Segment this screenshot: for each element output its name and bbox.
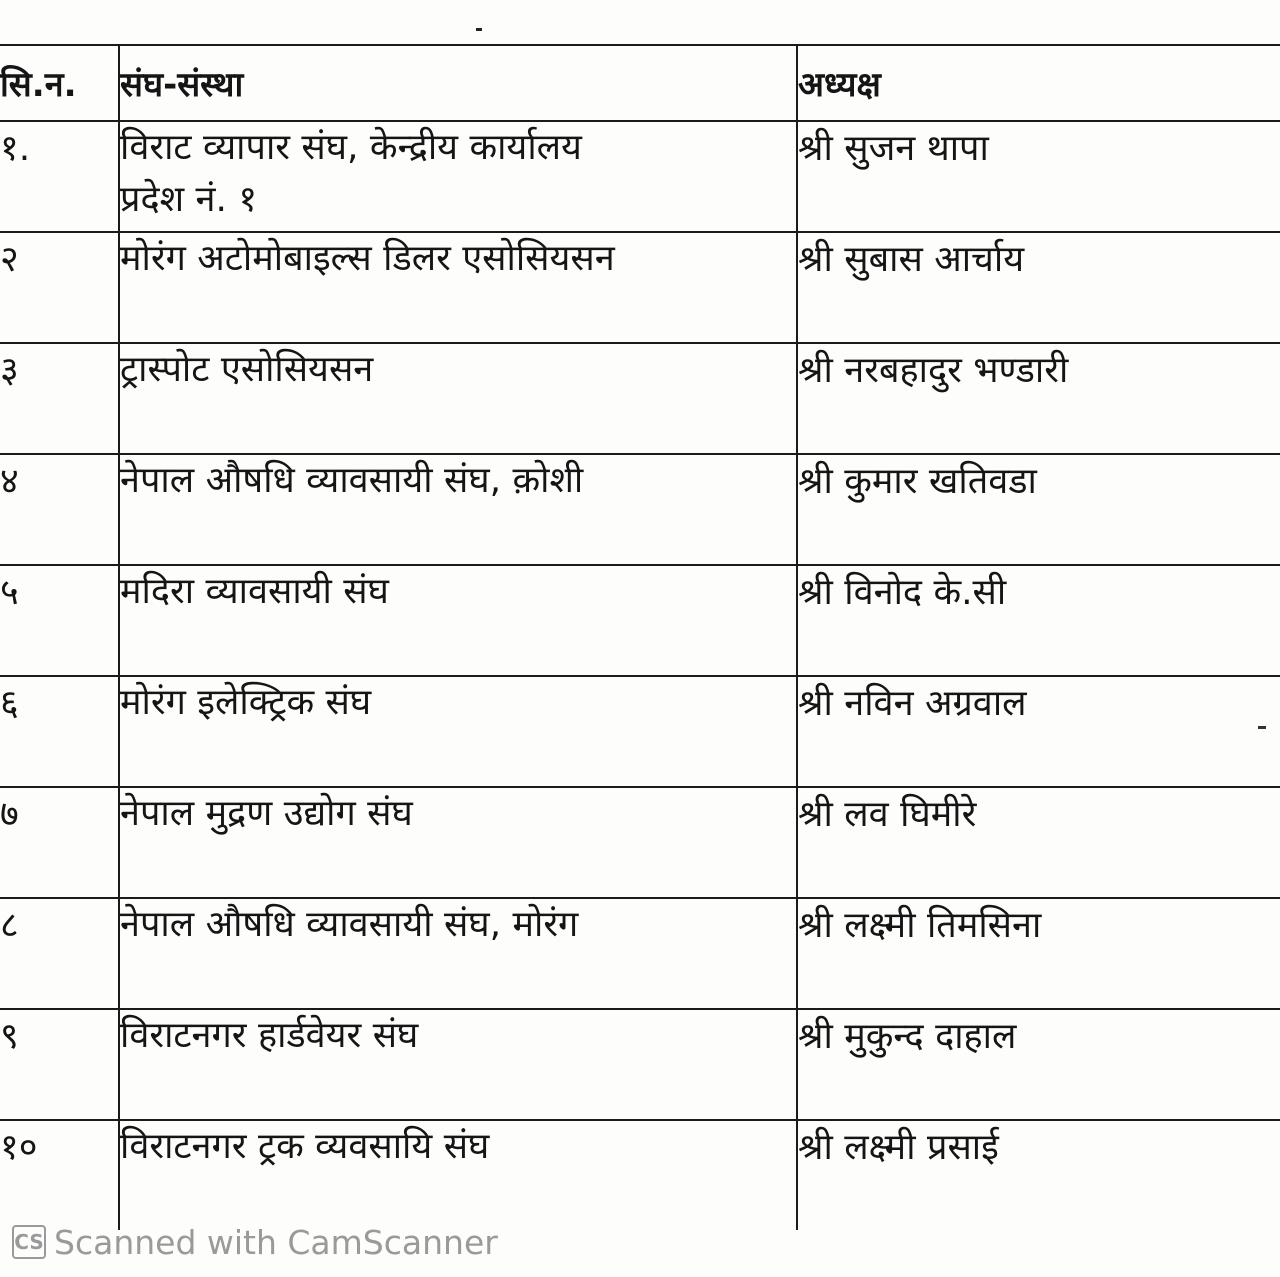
chairperson-cell: श्री विनोद के.सी bbox=[797, 565, 1280, 676]
table-row bbox=[0, 1009, 1280, 1120]
serial-number-cell: २ bbox=[0, 232, 119, 343]
table-body bbox=[0, 121, 1280, 1230]
organization-cell bbox=[119, 1120, 797, 1230]
table-row bbox=[0, 121, 1280, 232]
organization-name-line: नेपाल औषधि व्यावसायी संघ, मोरंग bbox=[120, 904, 579, 945]
organization-name-line: ट्रास्पोट एसोसियसन bbox=[120, 349, 374, 390]
organization-cell bbox=[119, 676, 797, 787]
organization-name-line: मदिरा व्यावसायी संघ bbox=[120, 571, 389, 612]
organization-name-line: विराट व्यापार संघ, केन्द्रीय कार्यालय bbox=[120, 127, 582, 168]
table-header-row bbox=[0, 45, 1280, 121]
serial-number-cell: ७ bbox=[0, 787, 119, 898]
table-row bbox=[0, 454, 1280, 565]
serial-number-cell: ५ bbox=[0, 565, 119, 676]
watermark-text: Scanned with CamScanner bbox=[54, 1222, 498, 1262]
table-row bbox=[0, 676, 1280, 787]
organization-cell bbox=[119, 343, 797, 454]
organization-name-line: नेपाल मुद्रण उद्योग संघ bbox=[120, 793, 413, 834]
camscanner-logo-icon: CS bbox=[12, 1225, 46, 1259]
camscanner-watermark bbox=[12, 1222, 498, 1262]
table-row bbox=[0, 343, 1280, 454]
serial-number-cell: ३ bbox=[0, 343, 119, 454]
organization-cell bbox=[119, 121, 797, 232]
chairperson-cell: श्री नरबहादुर भण्डारी bbox=[797, 343, 1280, 454]
chairperson-cell: श्री मुकुन्द दाहाल bbox=[797, 1009, 1280, 1120]
organization-cell bbox=[119, 787, 797, 898]
organization-name-line: विराटनगर ट्रक व्यवसायि संघ bbox=[120, 1126, 490, 1167]
header-serial-number: सि.न. bbox=[0, 45, 119, 121]
header-chairperson: अध्यक्ष bbox=[797, 45, 1280, 121]
header-organization: संघ-संस्था bbox=[119, 45, 797, 121]
serial-number-cell: ८ bbox=[0, 898, 119, 1009]
serial-number-cell: ६ bbox=[0, 676, 119, 787]
chairperson-cell: श्री नविन अग्रवाल bbox=[797, 676, 1280, 787]
organization-name-line: प्रदेश नं. १ bbox=[120, 179, 258, 220]
serial-number-cell: १. bbox=[0, 121, 119, 232]
chairperson-cell: श्री सुजन थापा bbox=[797, 121, 1280, 232]
organization-cell bbox=[119, 565, 797, 676]
organization-name-line: मोरंग अटोमोबाइल्स डिलर एसोसियसन bbox=[120, 238, 615, 279]
table-row bbox=[0, 1120, 1280, 1230]
organization-cell bbox=[119, 1009, 797, 1120]
chairperson-cell: श्री लक्ष्मी प्रसाई bbox=[797, 1120, 1280, 1230]
table-row bbox=[0, 787, 1280, 898]
chairperson-cell: श्री लव घिमीरे bbox=[797, 787, 1280, 898]
chairperson-cell: श्री कुमार खतिवडा bbox=[797, 454, 1280, 565]
organization-name-line: नेपाल औषधि व्यावसायी संघ, क़ोशी bbox=[120, 460, 584, 501]
stray-mark bbox=[476, 28, 482, 31]
table-row bbox=[0, 898, 1280, 1009]
organization-name-line: विराटनगर हार्डवेयर संघ bbox=[120, 1015, 419, 1056]
serial-number-cell: ९ bbox=[0, 1009, 119, 1120]
organization-cell bbox=[119, 454, 797, 565]
chairperson-cell: श्री सुबास आर्चाय bbox=[797, 232, 1280, 343]
serial-number-cell: १० bbox=[0, 1120, 119, 1230]
organization-cell bbox=[119, 898, 797, 1009]
table-row bbox=[0, 232, 1280, 343]
serial-number-cell: ४ bbox=[0, 454, 119, 565]
table-row bbox=[0, 565, 1280, 676]
chairperson-cell: श्री लक्ष्मी तिमसिना bbox=[797, 898, 1280, 1009]
organization-cell bbox=[119, 232, 797, 343]
association-table bbox=[0, 44, 1280, 1230]
organization-name-line: मोरंग इलेक्ट्रिक संघ bbox=[120, 682, 372, 723]
